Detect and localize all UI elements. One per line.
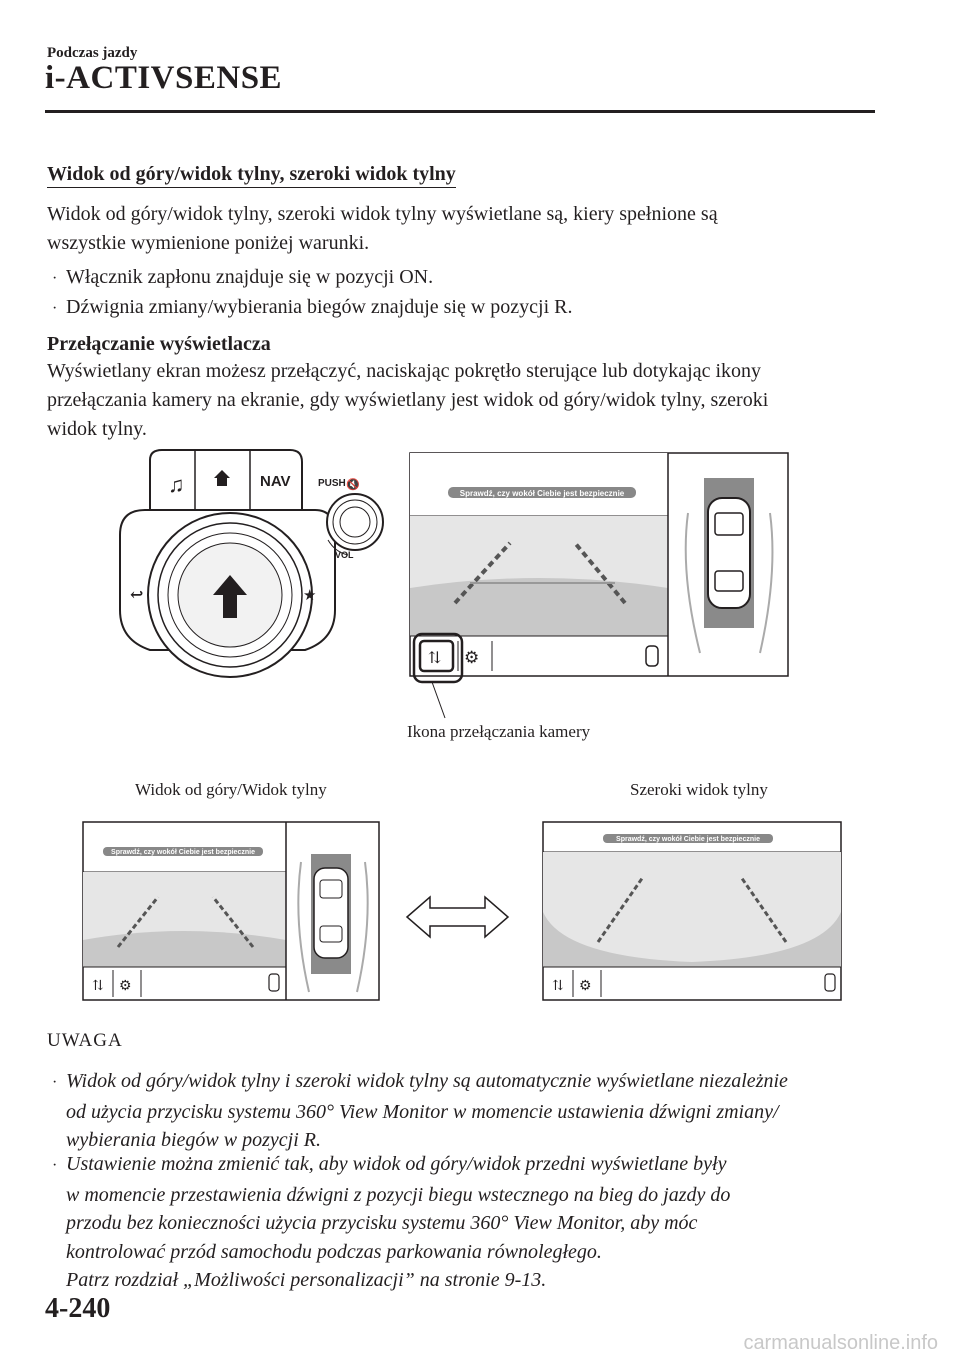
chapter-title: i-ACTIVSENSE <box>45 60 283 96</box>
camera-icon-highlight <box>410 630 470 730</box>
display-screen-topview <box>83 822 381 1002</box>
switching-heading: Przełączanie wyświetlacza <box>47 333 271 355</box>
double-arrow-icon <box>405 895 510 940</box>
note-item <box>52 1067 788 1155</box>
settings-icon[interactable]: ⚙ <box>119 979 132 994</box>
intro-line: wszystkie wymienione poniżej warunki. <box>47 232 370 254</box>
note-line: Ustawienie można zmienić tak, aby widok od góry/widok przedni wyświetlane były <box>66 1153 727 1175</box>
note-line: od użycia przycisku systemu 360° View Monitor w momencie ustawienia dźwigni zmiany/ <box>66 1100 779 1123</box>
bullet-text: Dźwignia zmiany/wybierania biegów znajduje się w pozycji R. <box>66 296 573 318</box>
intro-line: Widok od góry/widok tylny, szeroki widok tylny wyświetlane są, kiery spełnione są <box>47 203 718 225</box>
switching-paragraph <box>47 357 877 444</box>
camera-switch-icon[interactable]: ⇅ <box>92 979 104 994</box>
nav-label: NAV <box>260 473 291 490</box>
switching-line: Wyświetlany ekran możesz przełączyć, naciskając pokrętło sterujące lub dotykając ikony <box>47 360 762 382</box>
topview-caption: Widok od góry/Widok tylny <box>135 780 327 799</box>
wideview-caption: Szeroki widok tylny <box>630 780 768 799</box>
note-line: kontrolować przód samochodu podczas parkowania równoległego. <box>66 1240 602 1263</box>
header-divider <box>45 110 875 113</box>
page-number: 4-240 <box>45 1293 111 1324</box>
camera-icon-caption: Ikona przełączania kamery <box>407 722 591 741</box>
note-title: UWAGA <box>47 1030 123 1051</box>
note-line: Patrz rozdział „Możliwości personalizacji” na stronie 9-13. <box>66 1269 547 1291</box>
bullet-dot: · <box>52 1074 58 1091</box>
settings-icon[interactable]: ⚙ <box>464 648 480 667</box>
music-icon: ♫ <box>168 472 185 497</box>
note-item <box>52 1150 730 1295</box>
bullet-item <box>52 293 573 323</box>
subheading: Widok od góry/widok tylny, szeroki widok tylny <box>47 163 456 188</box>
bullet-dot: · <box>52 1157 58 1174</box>
commander-controller-illustration <box>110 440 410 680</box>
vol-label: VOL <box>335 550 354 560</box>
note-line: w momencie przestawienia dźwigni z pozycji biegu wstecznego na bieg do jazdy do <box>66 1183 731 1206</box>
bullet-dot: · <box>52 300 58 317</box>
bullet-dot: · <box>52 270 58 287</box>
intro-paragraph <box>47 200 877 258</box>
switching-line: przełączania kamery na ekranie, gdy wyświetlany jest widok od góry/widok tylny, szeroki <box>47 389 769 411</box>
svg-text:⇅: ⇅ <box>428 650 442 667</box>
back-icon: ↩ <box>130 587 144 604</box>
settings-icon[interactable]: ⚙ <box>579 979 592 994</box>
bullet-text: Włącznik zapłonu znajduje się w pozycji ON. <box>66 266 434 288</box>
star-icon: ★ <box>303 588 317 604</box>
safety-banner: Sprawdź, czy wokół Ciebie jest bezpiecznie <box>111 849 255 856</box>
watermark: carmanualsonline.info <box>743 1332 938 1354</box>
note-line: Widok od góry/widok tylny i szeroki widok tylny są automatycznie wyświetlane niezależnie <box>66 1070 788 1092</box>
note-line: wybierania biegów w pozycji R. <box>66 1129 321 1151</box>
bullet-item <box>52 263 433 293</box>
safety-banner: Sprawdź, czy wokół Ciebie jest bezpiecznie <box>616 836 760 843</box>
mute-icon: 🔇 <box>346 479 360 491</box>
camera-switch-icon[interactable]: ⇅ <box>552 979 564 994</box>
push-label: PUSH <box>318 478 346 489</box>
section-title: Podczas jazdy <box>47 45 138 61</box>
safety-banner: Sprawdź, czy wokół Ciebie jest bezpiecznie <box>459 489 625 498</box>
display-screen-wideview <box>543 822 843 1002</box>
note-line: przodu bez konieczności użycia przycisku systemu 360° View Monitor, aby móc <box>66 1212 698 1234</box>
switching-line: widok tylny. <box>47 418 147 440</box>
